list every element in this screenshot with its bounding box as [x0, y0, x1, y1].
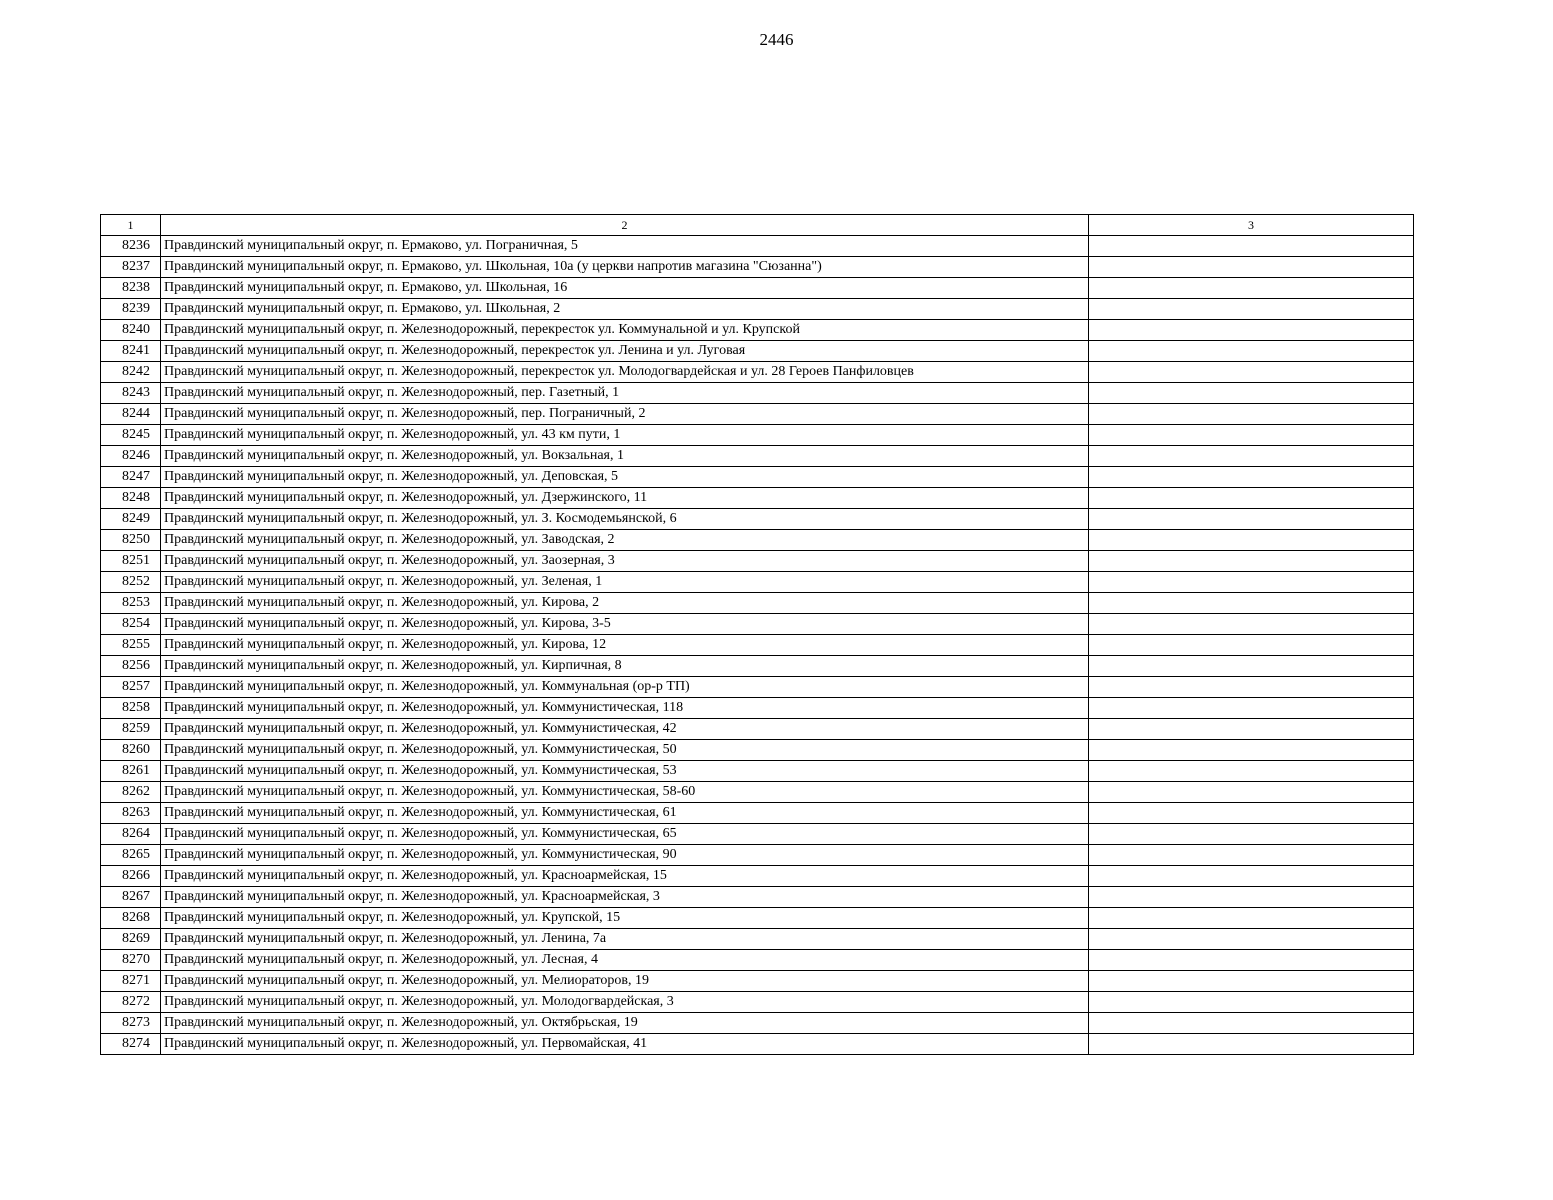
row-address: Правдинский муниципальный округ, п. Ермаково, ул. Школьная, 10а (у церкви напротив магазина "Сюзанна") — [161, 257, 1089, 278]
row-note — [1089, 824, 1414, 845]
row-address: Правдинский муниципальный округ, п. Ермаково, ул. Школьная, 2 — [161, 299, 1089, 320]
row-note — [1089, 278, 1414, 299]
row-note — [1089, 341, 1414, 362]
row-number: 8239 — [101, 299, 161, 320]
table-row — [101, 929, 1414, 950]
row-note — [1089, 845, 1414, 866]
table-row — [101, 677, 1414, 698]
table-row — [101, 530, 1414, 551]
row-address: Правдинский муниципальный округ, п. Железнодорожный, ул. Коммунистическая, 61 — [161, 803, 1089, 824]
row-address: Правдинский муниципальный округ, п. Железнодорожный, ул. Коммунальная (ор-р ТП) — [161, 677, 1089, 698]
column-header-2: 2 — [161, 215, 1089, 236]
table-row — [101, 278, 1414, 299]
row-number: 8242 — [101, 362, 161, 383]
table-row — [101, 992, 1414, 1013]
row-number: 8245 — [101, 425, 161, 446]
row-address: Правдинский муниципальный округ, п. Железнодорожный, ул. Крупской, 15 — [161, 908, 1089, 929]
column-header-1: 1 — [101, 215, 161, 236]
table-row — [101, 299, 1414, 320]
table-row — [101, 887, 1414, 908]
row-note — [1089, 383, 1414, 404]
row-address: Правдинский муниципальный округ, п. Ермаково, ул. Пограничная, 5 — [161, 236, 1089, 257]
row-note — [1089, 971, 1414, 992]
row-note — [1089, 1034, 1414, 1055]
row-number: 8248 — [101, 488, 161, 509]
row-note — [1089, 614, 1414, 635]
row-number: 8260 — [101, 740, 161, 761]
row-note — [1089, 866, 1414, 887]
row-number: 8268 — [101, 908, 161, 929]
row-address: Правдинский муниципальный округ, п. Железнодорожный, ул. Октябрьская, 19 — [161, 1013, 1089, 1034]
row-note — [1089, 320, 1414, 341]
table-row — [101, 635, 1414, 656]
table-row — [101, 551, 1414, 572]
row-number: 8264 — [101, 824, 161, 845]
row-note — [1089, 551, 1414, 572]
row-number: 8255 — [101, 635, 161, 656]
row-address: Правдинский муниципальный округ, п. Железнодорожный, ул. З. Космодемьянской, 6 — [161, 509, 1089, 530]
row-note — [1089, 761, 1414, 782]
row-address: Правдинский муниципальный округ, п. Железнодорожный, ул. Заводская, 2 — [161, 530, 1089, 551]
address-table — [100, 214, 1414, 1055]
row-number: 8237 — [101, 257, 161, 278]
row-number: 8261 — [101, 761, 161, 782]
row-number: 8258 — [101, 698, 161, 719]
table-row — [101, 257, 1414, 278]
row-number: 8247 — [101, 467, 161, 488]
table-row — [101, 656, 1414, 677]
table-row — [101, 740, 1414, 761]
row-address: Правдинский муниципальный округ, п. Железнодорожный, ул. Первомайская, 41 — [161, 1034, 1089, 1055]
table-row — [101, 446, 1414, 467]
row-note — [1089, 908, 1414, 929]
row-note — [1089, 635, 1414, 656]
table-body — [101, 215, 1414, 1055]
row-note — [1089, 488, 1414, 509]
row-number: 8252 — [101, 572, 161, 593]
row-note — [1089, 740, 1414, 761]
row-address: Правдинский муниципальный округ, п. Железнодорожный, ул. Вокзальная, 1 — [161, 446, 1089, 467]
row-note — [1089, 257, 1414, 278]
table-row — [101, 614, 1414, 635]
row-number: 8249 — [101, 509, 161, 530]
row-number: 8274 — [101, 1034, 161, 1055]
row-note — [1089, 530, 1414, 551]
table-row — [101, 362, 1414, 383]
row-address: Правдинский муниципальный округ, п. Железнодорожный, пер. Пограничный, 2 — [161, 404, 1089, 425]
table-row — [101, 593, 1414, 614]
table-row — [101, 425, 1414, 446]
row-number: 8240 — [101, 320, 161, 341]
row-address: Правдинский муниципальный округ, п. Железнодорожный, ул. Коммунистическая, 90 — [161, 845, 1089, 866]
row-number: 8244 — [101, 404, 161, 425]
table-row — [101, 698, 1414, 719]
row-note — [1089, 698, 1414, 719]
row-note — [1089, 887, 1414, 908]
row-number: 8270 — [101, 950, 161, 971]
row-number: 8238 — [101, 278, 161, 299]
table-row — [101, 341, 1414, 362]
row-address: Правдинский муниципальный округ, п. Железнодорожный, ул. Мелиораторов, 19 — [161, 971, 1089, 992]
row-note — [1089, 236, 1414, 257]
table-row — [101, 950, 1414, 971]
row-number: 8253 — [101, 593, 161, 614]
row-number: 8256 — [101, 656, 161, 677]
row-address: Правдинский муниципальный округ, п. Железнодорожный, ул. Лесная, 4 — [161, 950, 1089, 971]
row-note — [1089, 1013, 1414, 1034]
table-row — [101, 845, 1414, 866]
row-number: 8265 — [101, 845, 161, 866]
table-row — [101, 866, 1414, 887]
row-number: 8257 — [101, 677, 161, 698]
table-row — [101, 488, 1414, 509]
table-row — [101, 803, 1414, 824]
row-address: Правдинский муниципальный округ, п. Железнодорожный, ул. Кирова, 2 — [161, 593, 1089, 614]
row-address: Правдинский муниципальный округ, п. Железнодорожный, ул. Коммунистическая, 50 — [161, 740, 1089, 761]
row-address: Правдинский муниципальный округ, п. Железнодорожный, ул. Деповская, 5 — [161, 467, 1089, 488]
row-address: Правдинский муниципальный округ, п. Железнодорожный, перекресток ул. Молодогвардейская и ул. 28 Героев Панфиловцев — [161, 362, 1089, 383]
table-row — [101, 509, 1414, 530]
row-note — [1089, 677, 1414, 698]
row-number: 8271 — [101, 971, 161, 992]
table-row — [101, 761, 1414, 782]
row-address: Правдинский муниципальный округ, п. Железнодорожный, перекресток ул. Коммунальной и ул. Крупской — [161, 320, 1089, 341]
row-number: 8246 — [101, 446, 161, 467]
row-note — [1089, 509, 1414, 530]
row-address: Правдинский муниципальный округ, п. Железнодорожный, пер. Газетный, 1 — [161, 383, 1089, 404]
row-note — [1089, 467, 1414, 488]
row-number: 8272 — [101, 992, 161, 1013]
row-address: Правдинский муниципальный округ, п. Железнодорожный, ул. Заозерная, 3 — [161, 551, 1089, 572]
table-row — [101, 824, 1414, 845]
column-header-3: 3 — [1089, 215, 1414, 236]
table-row — [101, 782, 1414, 803]
row-address: Правдинский муниципальный округ, п. Железнодорожный, ул. Красноармейская, 3 — [161, 887, 1089, 908]
row-note — [1089, 950, 1414, 971]
row-number: 8243 — [101, 383, 161, 404]
table-row — [101, 236, 1414, 257]
row-number: 8273 — [101, 1013, 161, 1034]
row-number: 8259 — [101, 719, 161, 740]
row-note — [1089, 992, 1414, 1013]
row-note — [1089, 593, 1414, 614]
table-header-row — [101, 215, 1414, 236]
row-number: 8262 — [101, 782, 161, 803]
row-number: 8251 — [101, 551, 161, 572]
table-row — [101, 971, 1414, 992]
row-address: Правдинский муниципальный округ, п. Железнодорожный, ул. Коммунистическая, 58-60 — [161, 782, 1089, 803]
row-address: Правдинский муниципальный округ, п. Железнодорожный, ул. Ленина, 7а — [161, 929, 1089, 950]
table-row — [101, 1034, 1414, 1055]
table-row — [101, 404, 1414, 425]
table-row — [101, 572, 1414, 593]
row-number: 8269 — [101, 929, 161, 950]
row-address: Правдинский муниципальный округ, п. Железнодорожный, перекресток ул. Ленина и ул. Луговая — [161, 341, 1089, 362]
table-row — [101, 467, 1414, 488]
row-address: Правдинский муниципальный округ, п. Железнодорожный, ул. Красноармейская, 15 — [161, 866, 1089, 887]
row-number: 8250 — [101, 530, 161, 551]
row-address: Правдинский муниципальный округ, п. Железнодорожный, ул. Кирпичная, 8 — [161, 656, 1089, 677]
row-number: 8263 — [101, 803, 161, 824]
row-address: Правдинский муниципальный округ, п. Железнодорожный, ул. Дзержинского, 11 — [161, 488, 1089, 509]
row-address: Правдинский муниципальный округ, п. Железнодорожный, ул. Зеленая, 1 — [161, 572, 1089, 593]
page-number: 2446 — [759, 30, 794, 49]
row-address: Правдинский муниципальный округ, п. Железнодорожный, ул. Кирова, 3-5 — [161, 614, 1089, 635]
row-note — [1089, 719, 1414, 740]
row-number: 8241 — [101, 341, 161, 362]
table-row — [101, 1013, 1414, 1034]
row-address: Правдинский муниципальный округ, п. Железнодорожный, ул. Коммунистическая, 53 — [161, 761, 1089, 782]
row-number: 8267 — [101, 887, 161, 908]
row-number: 8236 — [101, 236, 161, 257]
row-note — [1089, 362, 1414, 383]
table-row — [101, 719, 1414, 740]
row-note — [1089, 446, 1414, 467]
row-address: Правдинский муниципальный округ, п. Железнодорожный, ул. Коммунистическая, 42 — [161, 719, 1089, 740]
row-address: Правдинский муниципальный округ, п. Железнодорожный, ул. Коммунистическая, 118 — [161, 698, 1089, 719]
row-note — [1089, 572, 1414, 593]
row-address: Правдинский муниципальный округ, п. Железнодорожный, ул. Молодогвардейская, 3 — [161, 992, 1089, 1013]
row-address: Правдинский муниципальный округ, п. Ермаково, ул. Школьная, 16 — [161, 278, 1089, 299]
row-number: 8266 — [101, 866, 161, 887]
table-row — [101, 320, 1414, 341]
row-address: Правдинский муниципальный округ, п. Железнодорожный, ул. Кирова, 12 — [161, 635, 1089, 656]
table-row — [101, 908, 1414, 929]
row-note — [1089, 656, 1414, 677]
row-note — [1089, 404, 1414, 425]
row-note — [1089, 929, 1414, 950]
row-note — [1089, 803, 1414, 824]
row-address: Правдинский муниципальный округ, п. Железнодорожный, ул. Коммунистическая, 65 — [161, 824, 1089, 845]
row-number: 8254 — [101, 614, 161, 635]
row-address: Правдинский муниципальный округ, п. Железнодорожный, ул. 43 км пути, 1 — [161, 425, 1089, 446]
row-note — [1089, 782, 1414, 803]
row-note — [1089, 425, 1414, 446]
table-row — [101, 383, 1414, 404]
row-note — [1089, 299, 1414, 320]
